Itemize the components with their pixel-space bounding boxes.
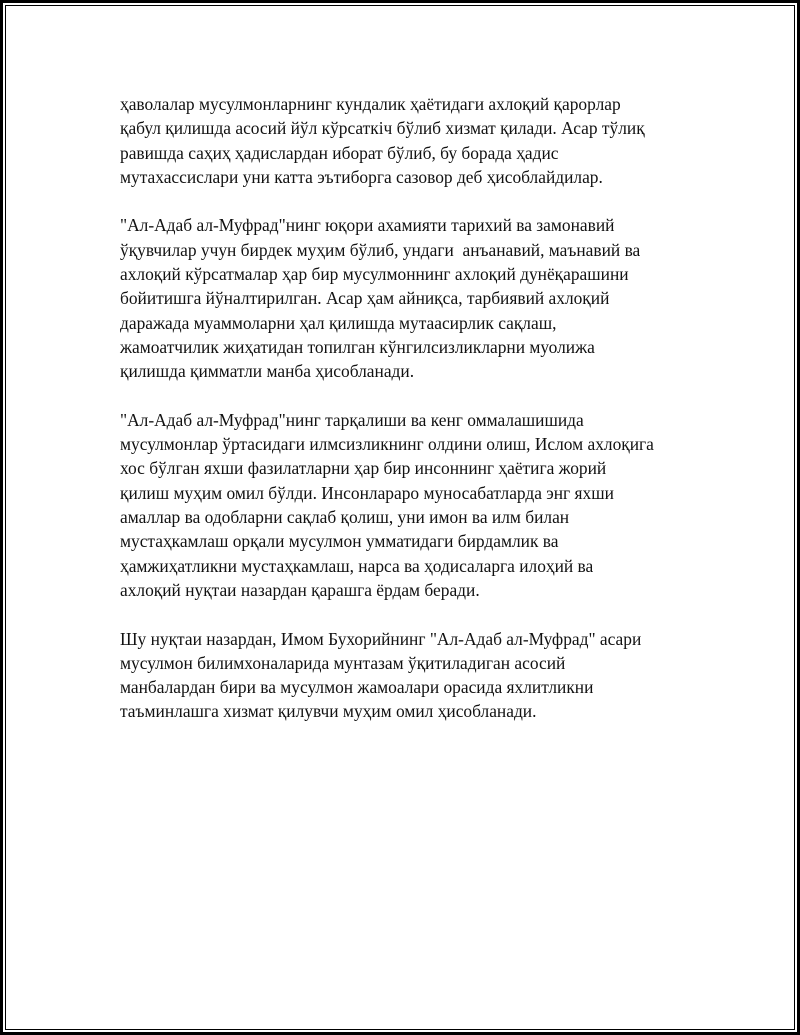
text-line: таъминлашга хизмат қилувчи муҳим омил ҳисобланади. (120, 701, 537, 722)
paragraph-2 (120, 213, 710, 383)
text-line: мутахассислари уни катта эътиборга сазовор деб ҳисоблайдилар. (120, 166, 603, 187)
text-line: мустаҳкамлаш орқали мусулмон умматидаги бирдамлик ва (120, 531, 559, 552)
text-line: мусулмон билимхоналарида мунтазам ўқитиладиган асосий (120, 652, 566, 673)
text-line: ҳамжиҳатликни мустаҳкамлаш, нарса ва ҳодисаларга илоҳий ва (120, 555, 594, 576)
text-line: хос бўлган яхши фазилатларни ҳар бир инсоннинг ҳаётига жорий (120, 458, 607, 479)
text-line: "Ал-Адаб ал-Муфрад"нинг юқори ахамияти тарихий ва замонавий (120, 215, 615, 236)
text-line: қабул қилишда асосий йўл кўрсаткіч бўлиб хизмат қилади. Асар тўлиқ (120, 118, 645, 139)
text-line: ахлоқий нуқтаи назардан қарашга ёрдам беради. (120, 579, 480, 600)
text-line: амаллар ва одобларни сақлаб қолиш, уни имон ва илм билан (120, 507, 570, 528)
text-line: бойитишга йўналтирилган. Асар ҳам айниқса, тарбиявий ахлоқий (120, 288, 610, 309)
text-line: манбалардан бири ва мусулмон жамоалари орасида яхлитликни (120, 677, 594, 698)
text-line: "Ал-Адаб ал-Муфрад"нинг тарқалиши ва кенг оммалашишида (120, 409, 584, 430)
text-line: жамоатчилик жиҳатидан топилган кўнгилсизликларни муолижа (120, 336, 595, 357)
text-line: қилишда қимматли манба ҳисобланади. (120, 361, 415, 382)
text-line: равишда саҳиҳ ҳадислардан иборат бўлиб, бу борада ҳадис (120, 142, 559, 163)
text-line: ўқувчилар учун бирдек муҳим бўлиб, ундаги анъанавий, маънавий ва (120, 239, 641, 260)
paragraph-3 (120, 408, 710, 602)
text-line: ҳаволалар мусулмонларнинг кундалик ҳаётидаги ахлоқий қарорлар (120, 94, 621, 114)
text-line: Шу нуқтаи назардан, Имом Бухорийнинг "Ал-Адаб ал-Муфрад" асари (120, 628, 642, 649)
text-line: ахлоқий кўрсатмалар ҳар бир мусулмоннинг ахлоқий дунёқарашини (120, 264, 629, 285)
text-line: даражада муаммоларни ҳал қилишда мутаасирлик сақлаш, (120, 312, 557, 333)
document-body (120, 92, 710, 748)
text-line: мусулмонлар ўртасидаги илмсизликнинг олдини олиш, Ислом ахлоқига (120, 434, 654, 455)
paragraph-4 (120, 627, 710, 724)
text-line: қилиш муҳим омил бўлди. Инсонлараро муносабатларда энг яхши (120, 482, 614, 503)
paragraph-1 (120, 92, 710, 189)
